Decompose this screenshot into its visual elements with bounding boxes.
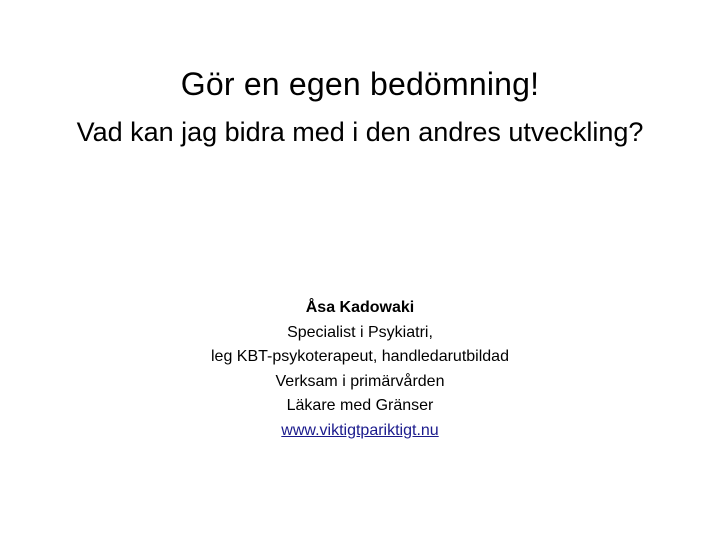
slide-title: Gör en egen bedömning!: [180, 66, 540, 102]
author-block: [100, 296, 620, 443]
slide-subtitle: Vad kan jag bidra med i den andres utveckling?: [76, 117, 644, 147]
author-title-therapist: leg KBT-psykoterapeut, handledarutbildad: [211, 348, 509, 365]
title-block: [60, 62, 660, 150]
author-organization: Läkare med Gränser: [286, 397, 434, 414]
author-title-specialist: Specialist i Psykiatri,: [287, 323, 433, 341]
website-link[interactable]: www.viktigtpariktigt.nu: [281, 421, 439, 439]
author-workplace: Verksam i primärvården: [275, 372, 445, 390]
author-name: Åsa Kadowaki: [305, 299, 415, 316]
